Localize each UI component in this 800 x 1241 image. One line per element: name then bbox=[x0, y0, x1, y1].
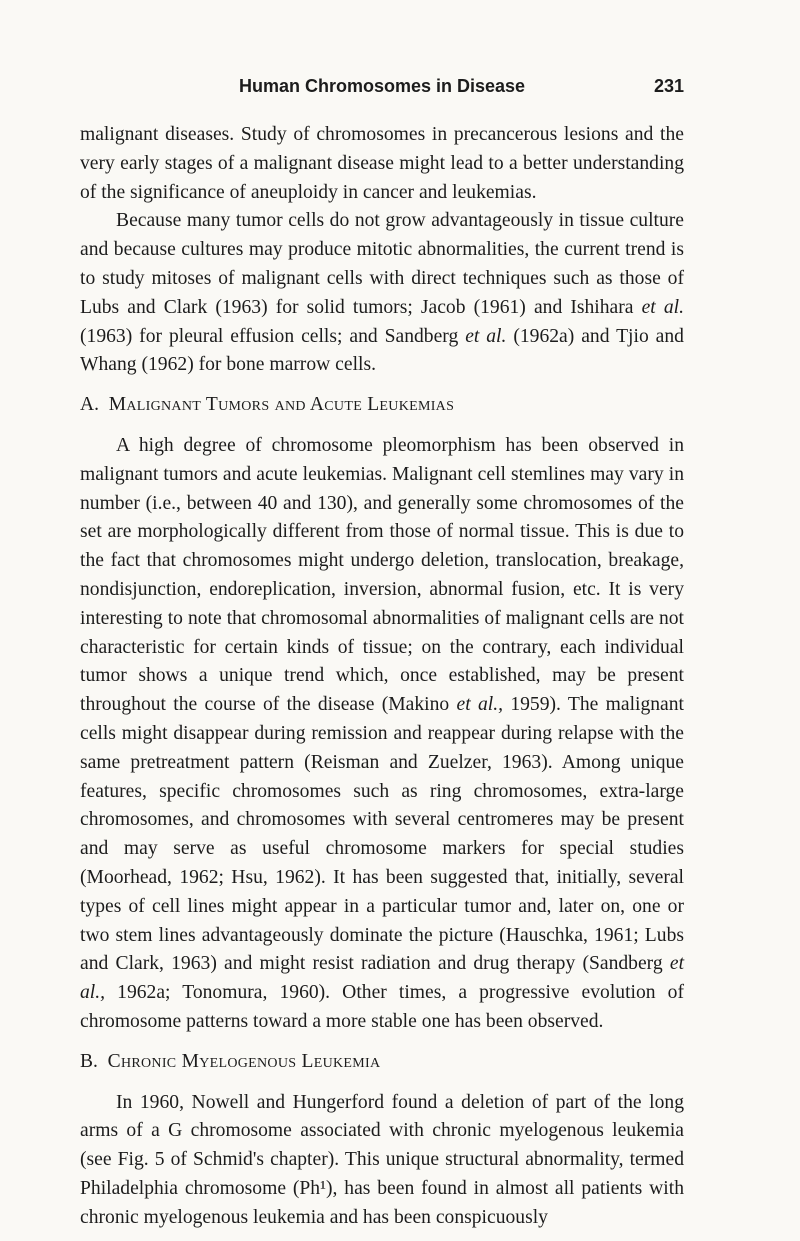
running-head bbox=[80, 72, 684, 100]
paragraph-continuation: malignant diseases. Study of chromosomes in precancerous lesions and the very early stages of a malignant disease might lead to a better understanding of the significance of aneuploidy in cancer and leukemias. bbox=[80, 124, 684, 203]
paragraph-culture-techniques: Because many tumor cells do not grow advantageously in tissue culture and because cultures may produce mitotic abnormalities, the current trend is to study mitoses of malignant cells with direct techniques such as those of Lubs and Clark (1963) for solid tumors; Jacob (1961) and Ishihara et al. (1963) for pleural effusion cells; and Sandberg et al. (1962a) and Tjio and Whang (1962) for bone marrow cells. bbox=[80, 210, 684, 376]
paragraph-philadelphia: In 1960, Nowell and Hungerford found a deletion of part of the long arms of a G chromosome associated with chronic myelogenous leukemia (see Fig. 5 of Schmid's chapter). This unique structural abnormality, termed Philadelphia chromosome (Ph¹), has been found in almost all patients with chronic myelogenous leukemia and has been conspicuously bbox=[80, 1091, 684, 1228]
page-number: 231 bbox=[653, 76, 684, 96]
paragraph-pleomorphism: A high degree of chromosome pleomorphism has been observed in malignant tumors and acute leukemias. Malignant cell stemlines may vary in number (i.e., between 40 and 130), and generally some chromosomes of the set are morphologically different from those of normal tissue. This is due to the fact that chromosomes might undergo deletion, translocation, breakage, nondisjunction, endoreplication, inversion, abnormal fusion, etc. It is very interesting to note that chromosomal abnormalities of malignant cells are not characteristic for certain kinds of tissue; on the contrary, each individual tumor shows a unique trend which, once established, may be present throughout the course of the disease (Makino et al., 1959). The malignant cells might disappear during remission and reappear during relapse with the same pretreatment pattern (Reisman and Zuelzer, 1963). Among unique features, specific chromosomes such as ring chromosomes, extra-large chromosomes, and chromosomes with several centromeres may be present and may serve as useful chromosome markers for special studies (Moorhead, 1962; Hsu, 1962). It has been suggested that, initially, several types of cell lines might appear in a particular tumor and, later on, one or two stem lines advantageously dominate the picture (Hauschka, 1961; Lubs and Clark, 1963) and might resist radiation and drug therapy (Sandberg et al., 1962a; Tonomura, 1960). Other times, a progressive evolution of chromosome patterns toward a more stable one has been observed. bbox=[80, 434, 685, 1032]
section-heading-b: B. Chronic Myelogenous Leukemia bbox=[80, 1050, 381, 1072]
section-heading-a: A. Malignant Tumors and Acute Leukemias bbox=[80, 394, 455, 416]
body-text bbox=[80, 121, 684, 1232]
running-head-title: Human Chromosomes in Disease bbox=[238, 76, 526, 96]
